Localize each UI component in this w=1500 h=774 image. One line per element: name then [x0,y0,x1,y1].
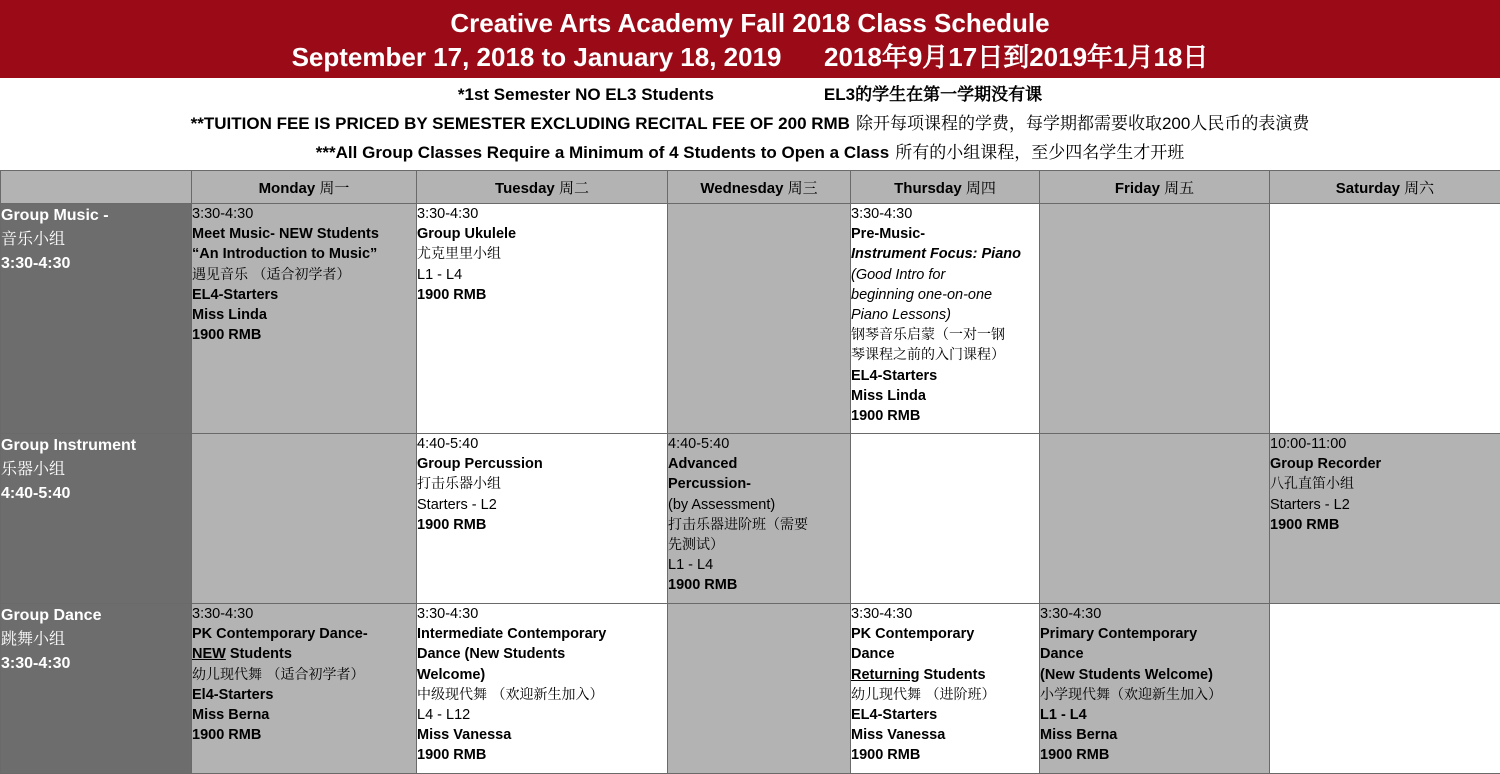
date-range [0,40,1500,74]
class-cell-instrument-saturday: 10:00-11:00 Group Recorder 八孔直笛小组 Starters - L2 1900 RMB [1270,434,1500,604]
page-title: Creative Arts Academy Fall 2018 Class Schedule [450,8,1050,38]
class-cell-instrument-wednesday: 4:40-5:40 Advanced Percussion- (by Assessment) 打击乐器进阶班（需要 先测试） L1 - L4 1900 RMB [668,434,851,604]
day-header-monday: Monday 周一 [192,171,417,204]
empty-cell-music-wednesday [668,204,851,434]
class-cell-dance-tuesday: 3:30-4:30 Intermediate Contemporary Dance (New Students Welcome) 中级现代舞 （欢迎新生加入） L4 - L12 Miss Vanessa 1900 RMB [417,604,668,774]
day-header-friday: Friday 周五 [1040,171,1270,204]
empty-cell-dance-saturday [1270,604,1500,774]
note-3 [0,138,1500,167]
day-header-wednesday: Wednesday 周三 [668,171,851,204]
day-header-saturday: Saturday 周六 [1270,171,1500,204]
notes-block [0,80,1500,171]
empty-cell-instrument-monday [192,434,417,604]
class-cell-dance-friday: 3:30-4:30 Primary Contemporary Dance (New Students Welcome) 小学现代舞（欢迎新生加入） L1 - L4 Miss Berna 1900 RMB [1040,604,1270,774]
day-header-tuesday: Tuesday 周二 [417,171,668,204]
class-cell-dance-thursday: 3:30-4:30 PK Contemporary Dance Returning Students 幼儿现代舞 （进阶班） EL4-Starters Miss Vanessa 1900 RMB [851,604,1040,774]
row-group-dance [1,604,1500,774]
note-2-cn: 除开每项课程的学费，每学期都需要收取200人民币的表演费 [855,114,1310,133]
note-3-cn: 所有的小组课程，至少四名学生才开班 [895,143,1185,162]
row-group-music [1,204,1500,434]
note-2-en: **TUITION FEE IS PRICED BY SEMESTER EXCLUDING RECITAL FEE OF 200 RMB [190,114,850,133]
empty-cell-instrument-thursday [851,434,1040,604]
class-cell-music-tuesday: 3:30-4:30 Group Ukulele 尤克里里小组 L1 - L4 1900 RMB [417,204,668,434]
empty-cell-music-friday [1040,204,1270,434]
row-head-dance: Group Dance 跳舞小组 3:30-4:30 [1,604,192,774]
class-cell-instrument-tuesday: 4:40-5:40 Group Percussion 打击乐器小组 Starters - L2 1900 RMB [417,434,668,604]
corner-cell [1,171,192,204]
note-1-en: *1st Semester NO EL3 Students [457,85,714,104]
class-cell-music-thursday: 3:30-4:30 Pre-Music- Instrument Focus: Piano (Good Intro for beginning one-on-one Piano Lessons) 钢琴音乐启蒙（一对一钢 琴课程之前的入门课程） EL4-Starters Miss Linda 1900 RMB [851,204,1040,434]
note-1 [0,80,1500,109]
row-head-music: Group Music - 音乐小组 3:30-4:30 [1,204,192,434]
empty-cell-dance-wednesday [668,604,851,774]
row-head-instrument: Group Instrument 乐器小组 4:40-5:40 [1,434,192,604]
schedule-table [0,170,1500,774]
note-3-en: ***All Group Classes Require a Minimum of 4 Students to Open a Class [315,143,890,162]
class-cell-dance-monday: 3:30-4:30 PK Contemporary Dance- NEW Students 幼儿现代舞 （适合初学者） El4-Starters Miss Berna 1900 RMB [192,604,417,774]
day-header-thursday: Thursday 周四 [851,171,1040,204]
title-banner [0,0,1500,78]
row-group-instrument [1,434,1500,604]
empty-cell-music-saturday [1270,204,1500,434]
empty-cell-instrument-friday [1040,434,1270,604]
note-1-cn: EL3的学生在第一学期没有课 [823,85,1043,104]
day-header-row [1,171,1500,204]
class-cell-music-monday: 3:30-4:30 Meet Music- NEW Students “An Introduction to Music” 遇见音乐 （适合初学者） EL4-Starters Miss Linda 1900 RMB [192,204,417,434]
note-2 [0,109,1500,138]
date-range-cn: 2018年9月17日到2019年1月18日 [823,42,1209,72]
date-range-en: September 17, 2018 to January 18, 2019 [291,42,782,72]
